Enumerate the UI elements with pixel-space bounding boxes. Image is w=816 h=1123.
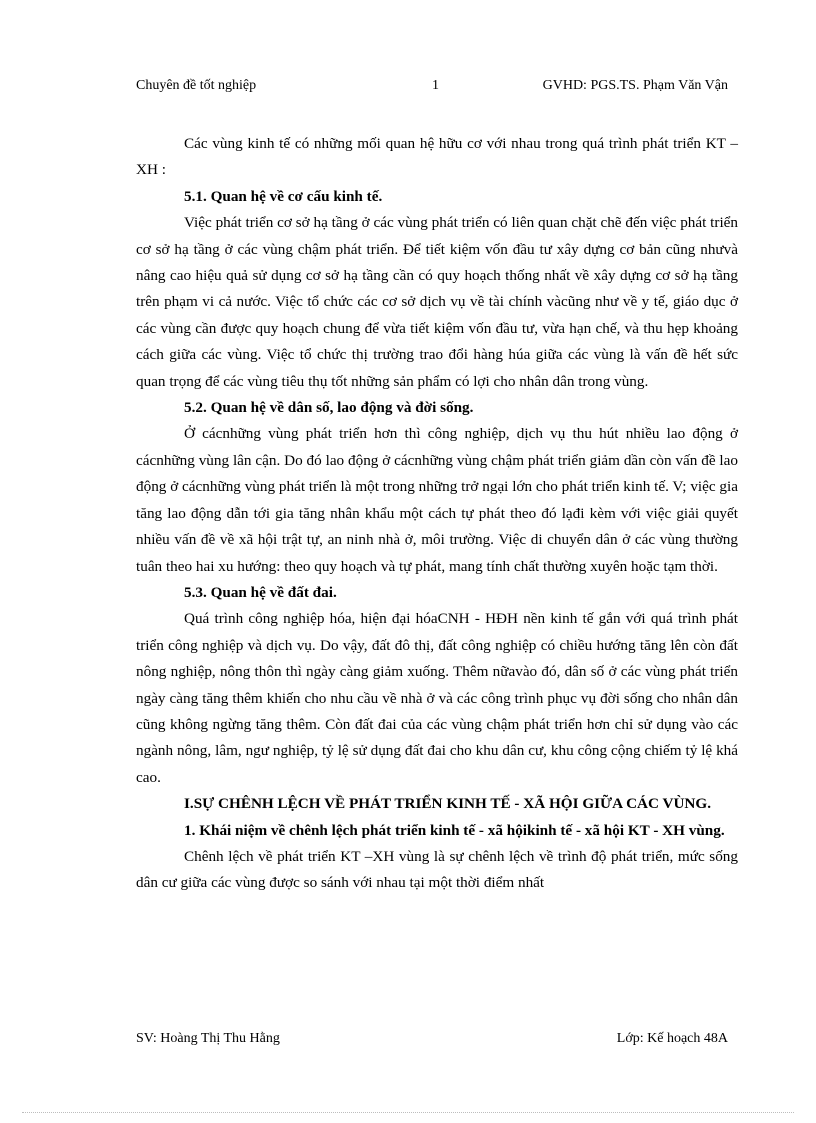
paragraph-5-2: Ở cácnhững vùng phát triển hơn thì công nghiệp, dịch vụ thu hút nhiều lao động ở cácnhững vùng lân cận. Do đó lao động ở cácnhững vùng chậm phát triển giảm dần còn vấn đề lao động ở cácnhững vùng phát triển là một trong những trở ngại lớn cho phát triển kinh tế. V; việc gia tăng lao động dẫn tới gia tăng nhân khẩu một cách tự phát theo đó lạđi kèm với việc giải quyết nhiều vấn đề về xã hội trật tự, an ninh nhà ở, môi trường. Việc di chuyển dân ở các vùng thường tuân theo hai xu hướng: theo quy hoạch và tự phát, mang tính chất thường xuyên hoặc tạm thời. [136,425,738,575]
heading-5-2: 5.2. Quan hệ về dân số, lao động và đời sống. [184,399,474,417]
heading-5-1: 5.1. Quan hệ về cơ cấu kinh tế. [184,187,383,205]
page-bottom-divider [22,1112,794,1113]
section-heading-I: I.SỰ CHÊNH LỆCH VỀ PHÁT TRIỂN KINH TẾ - XÃ HỘI GIỮA CÁC VÙNG. [184,795,712,813]
page-number: 1 [432,78,439,93]
subsection-heading-1: 1. Khái niệm về chênh lệch phát triển kinh tế - xã hộikinh tế - xã hội KT - XH vùng. [184,821,725,839]
paragraph-5-3: Quá trình công nghiệp hóa, hiện đại hóaCNH - HĐH nền kinh tế gắn với quá trình phát triển công nghiệp và dịch vụ. Do vậy, đất đô thị, đất công nghiệp có chiều hướng tăng lên còn đất nông nghiệp, nông thôn thì ngày càng giảm xuống. Thêm nữavào đó, dân số ở các vùng phát triển ngày càng tăng thêm khiến cho nhu cầu về nhà ở và các công trình phục vụ đời sống cho nhân dân cũng không ngừng tăng thêm. Còn đất đai của các vùng chậm phát triển hơn chỉ sử dụng vào các ngành nông, lâm, ngư nghiệp, tỷ lệ sử dụng đất đai cho khu dân cư, khu công cộng chiếm tỷ lệ khá cao. [136,610,738,786]
footer-student: SV: Hoàng Thị Thu Hằng [136,1031,280,1046]
header-supervisor: GVHD: PGS.TS. Phạm Văn Vận [542,78,728,93]
header-title: Chuyên đề tốt nghiệp [136,78,257,93]
document-body [136,131,738,897]
paragraph-intro: Các vùng kinh tế có những mối quan hệ hữu cơ với nhau trong quá trình phát triển KT – XH : [136,135,738,179]
paragraph-1: Chênh lệch về phát triển KT –XH vùng là sự chênh lệch về trình độ phát triển, mức sống dân cư giữa các vùng được so sánh với nhau tại một thời điểm nhất [136,847,738,892]
footer-class: Lớp: Kế hoạch 48A [616,1031,728,1046]
heading-5-3: 5.3. Quan hệ về đất đai. [184,583,337,601]
paragraph-5-1: Việc phát triển cơ sở hạ tầng ở các vùng phát triển có liên quan chặt chẽ đến việc phát triển cơ sở hạ tầng ở các vùng chậm phát triển. Để tiết kiệm vốn đầu tư xây dựng cơ bản cũng nhưvà nâng cao hiệu quả sử dụng cơ sở hạ tầng cần có quy hoạch thống nhất về xây dựng cơ sở hạ tầng trên phạm vi cả nước. Việc tổ chức các cơ sở dịch vụ về tài chính vàcũng như về y tế, giáo dục ở các vùng cần được quy hoạch chung để vừa tiết kiệm vốn đầu tư, vừa hạn chế, và thu hẹp khoảng cách giữa các vùng. Việc tổ chức thị trường trao đổi hàng húa giữa các vùng là vấn đề hết sức quan trọng để các vùng tiêu thụ tốt những sản phẩm có lợi cho nhân dân trong vùng. [136,214,738,390]
